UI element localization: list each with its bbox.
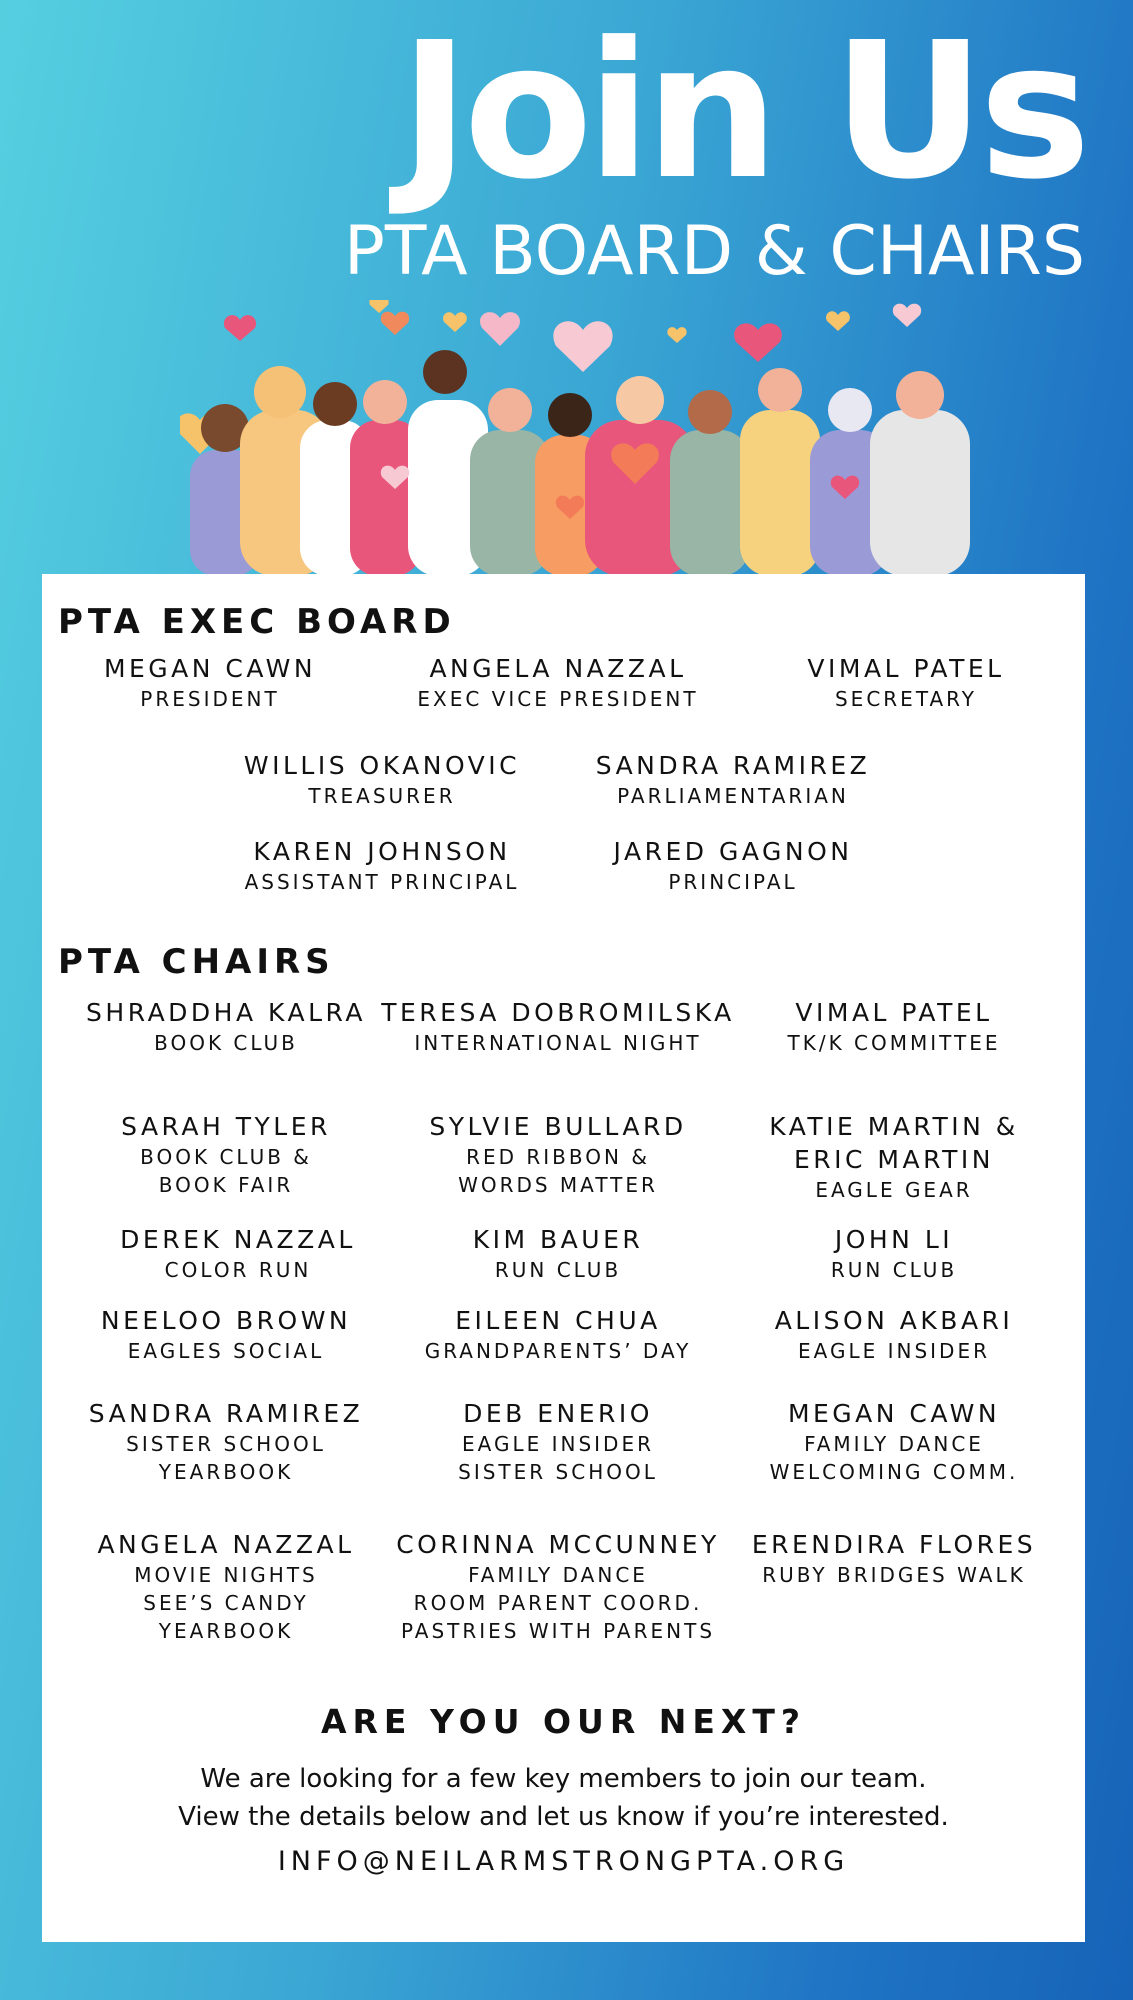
member-role: BOOK CLUB & (140, 1145, 312, 1169)
member-name: WILLIS OKANOVIC (243, 751, 521, 780)
exec-board-member (417, 652, 698, 713)
member-name: KIM BAUER (472, 1225, 644, 1254)
member-role: BOOK FAIR (158, 1173, 294, 1197)
chair-member (752, 1528, 1036, 1589)
member-role: RUBY BRIDGES WALK (762, 1563, 1026, 1587)
member-role: YEARBOOK (158, 1619, 294, 1643)
member-role: WORDS MATTER (458, 1173, 658, 1197)
member-role: SEE’S CANDY (143, 1591, 309, 1615)
member-name: JARED GAGNON (613, 837, 853, 866)
member-role: EAGLE GEAR (815, 1178, 973, 1202)
member-name: MEGAN CAWN (103, 654, 317, 683)
member-name: SARAH TYLER (121, 1112, 331, 1141)
member-role: PRESIDENT (140, 687, 280, 711)
member-role: SISTER SCHOOL (458, 1460, 658, 1484)
member-name: ANGELA NAZZAL (429, 654, 687, 683)
member-role: ASSISTANT PRINCIPAL (244, 870, 520, 894)
chair-member (429, 1110, 686, 1199)
member-name: ERENDIRA FLORES (751, 1530, 1037, 1559)
member-role: SISTER SCHOOL (126, 1432, 326, 1456)
page-title: Join Us (399, 2, 1085, 221)
member-role: RUN CLUB (494, 1258, 622, 1282)
member-role: PRINCIPAL (668, 870, 798, 894)
exec-board-member (807, 652, 1004, 713)
contact-email-link[interactable]: INFO@NEILARMSTRONGPTA.ORG (277, 1846, 850, 1877)
member-name: SHRADDHA KALRA (86, 998, 366, 1027)
member-name: KAREN JOHNSON (253, 837, 511, 866)
member-name: ERIC MARTIN (793, 1145, 995, 1174)
member-name: DEB ENERIO (463, 1399, 653, 1428)
member-role: EAGLE INSIDER (798, 1339, 990, 1363)
crowd-illustration (180, 300, 1010, 576)
exec-board-heading: PTA EXEC BOARD (58, 602, 456, 642)
member-role: TK/K COMMITTEE (787, 1031, 1001, 1055)
chair-member (97, 1528, 354, 1645)
member-role: ROOM PARENT COORD. (413, 1591, 703, 1615)
chair-member (89, 1397, 364, 1486)
exec-board-member (104, 652, 316, 713)
exec-board-member (244, 749, 520, 810)
member-name: VIMAL PATEL (795, 998, 993, 1027)
member-name: EILEEN CHUA (455, 1306, 661, 1335)
member-name: JOHN LI (834, 1225, 954, 1254)
member-name: NEELOO BROWN (100, 1306, 352, 1335)
member-role: FAMILY DANCE (468, 1563, 648, 1587)
chair-member (458, 1397, 658, 1486)
chair-member (831, 1223, 957, 1284)
member-name: VIMAL PATEL (807, 654, 1005, 683)
cta-line-1: We are looking for a few key members to join our team. (200, 1764, 927, 1794)
chair-member (121, 1110, 331, 1199)
chair-member (381, 996, 735, 1057)
member-name: ANGELA NAZZAL (97, 1530, 355, 1559)
member-name: SYLVIE BULLARD (429, 1112, 687, 1141)
member-role: FAMILY DANCE (804, 1432, 984, 1456)
member-name: CORINNA MCCUNNEY (396, 1530, 720, 1559)
cta-text (42, 1760, 1085, 1836)
member-role: BOOK CLUB (154, 1031, 298, 1055)
member-role: WELCOMING COMM. (769, 1460, 1019, 1484)
member-name: SANDRA RAMIREZ (595, 751, 871, 780)
member-role: GRANDPARENTS’ DAY (424, 1339, 692, 1363)
chair-member (86, 996, 366, 1057)
member-role: EAGLES SOCIAL (127, 1339, 325, 1363)
chair-member (396, 1528, 720, 1645)
cta-title: ARE YOU OUR NEXT? (320, 1702, 807, 1741)
member-role: EXEC VICE PRESIDENT (417, 687, 699, 711)
chair-member (787, 996, 1000, 1057)
member-role: EAGLE INSIDER (461, 1432, 654, 1456)
roster-card (42, 574, 1085, 1942)
chair-member (120, 1223, 356, 1284)
exec-board-member (596, 749, 871, 810)
chair-member (770, 1397, 1019, 1486)
exec-board-member (614, 835, 853, 896)
member-role: PASTRIES WITH PARENTS (400, 1619, 716, 1643)
chair-member (775, 1304, 1014, 1365)
member-role: SECRETARY (834, 687, 977, 711)
chairs-heading: PTA CHAIRS (58, 942, 335, 982)
chair-member (769, 1110, 1019, 1204)
member-role: RED RIBBON & (466, 1145, 650, 1169)
member-name: KATIE MARTIN & (769, 1112, 1019, 1141)
member-role: PARLIAMENTARIAN (617, 784, 849, 808)
member-role: INTERNATIONAL NIGHT (414, 1031, 702, 1055)
chair-member (425, 1304, 692, 1365)
chair-member (473, 1223, 644, 1284)
member-name: DEREK NAZZAL (120, 1225, 356, 1254)
member-name: SANDRA RAMIREZ (88, 1399, 364, 1428)
member-role: TREASURER (308, 784, 456, 808)
member-role: RUN CLUB (830, 1258, 958, 1282)
member-role: COLOR RUN (164, 1258, 312, 1282)
member-name: TERESA DOBROMILSKA (381, 998, 735, 1027)
cta-line-2: View the details below and let us know if you’re interested. (178, 1802, 949, 1832)
member-role: MOVIE NIGHTS (134, 1563, 318, 1587)
chair-member (101, 1304, 351, 1365)
page-subtitle: PTA BOARD & CHAIRS (343, 212, 1085, 291)
member-name: MEGAN CAWN (787, 1399, 1001, 1428)
exec-board-member (245, 835, 520, 896)
member-role: YEARBOOK (158, 1460, 294, 1484)
member-name: ALISON AKBARI (774, 1306, 1014, 1335)
